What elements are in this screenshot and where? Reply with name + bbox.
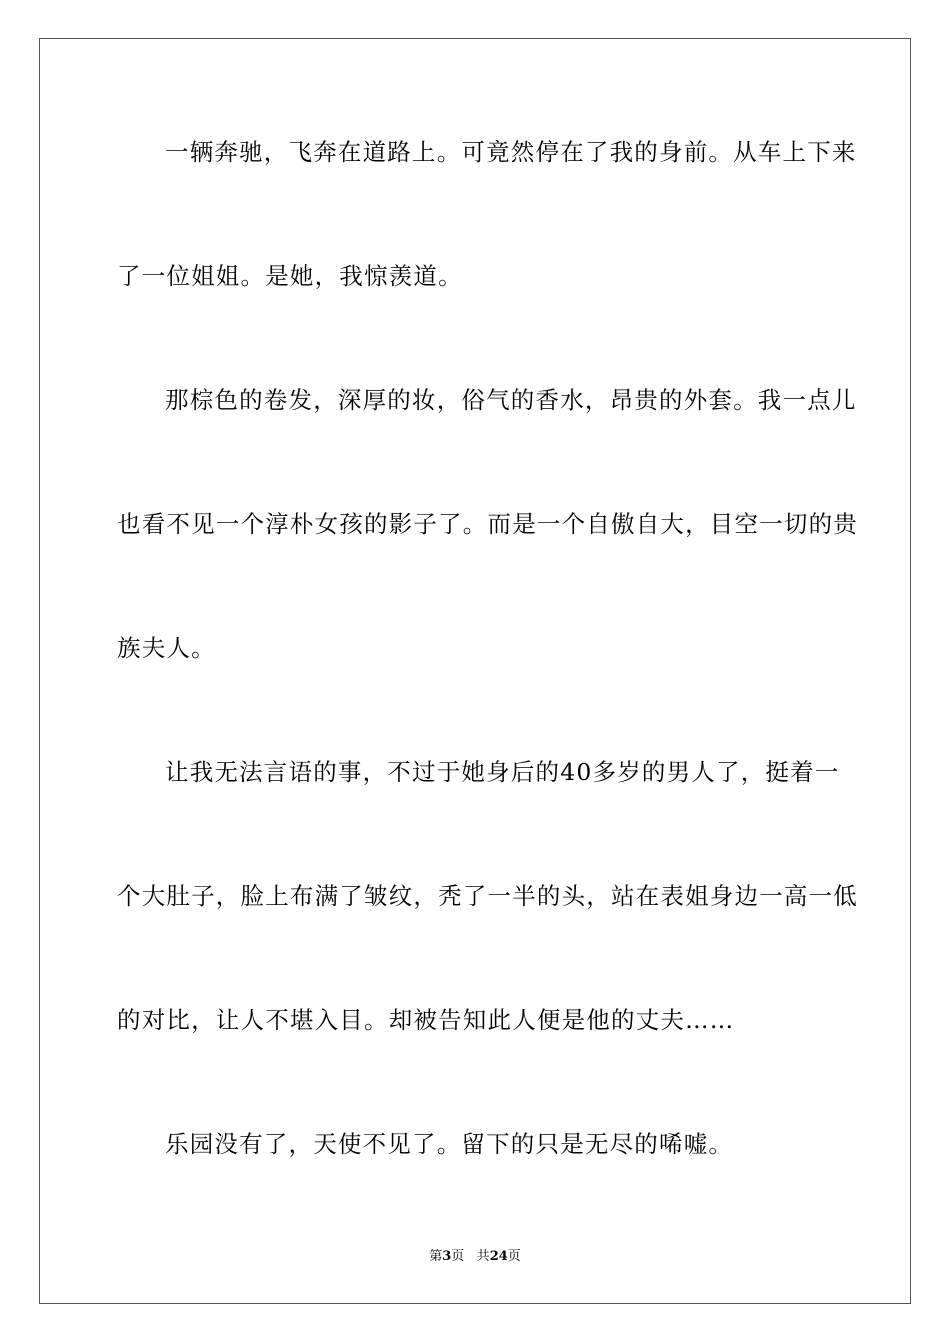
paragraph-2-line-1: 那棕色的卷发，深厚的妆，俗气的香水，昂贵的外套。我一点儿: [165, 386, 857, 414]
total-prefix: 共: [476, 1249, 490, 1264]
page-suffix: 页: [451, 1249, 465, 1264]
paragraph-1-line-1: 一辆奔驰，飞奔在道路上。可竟然停在了我的身前。从车上下来: [165, 138, 857, 166]
paragraph-1-line-2: 了一位姐姐。是她，我惊羡道。: [117, 262, 463, 290]
page-prefix: 第: [429, 1249, 443, 1264]
paragraph-2-line-3: 族夫人。: [117, 634, 216, 662]
total-suffix: 页: [507, 1249, 521, 1264]
page-number: 3: [442, 1249, 452, 1264]
paragraph-3-line-3: 的对比，让人不堪入目。却被告知此人便是他的丈夫……: [117, 1006, 735, 1034]
paragraph-2-line-2: 也看不见一个淳朴女孩的影子了。而是一个自傲自大，目空一切的贵: [117, 510, 858, 538]
paragraph-3-line-2: 个大肚子，脸上布满了皱纹，秃了一半的头，站在表姐身边一高一低: [117, 882, 858, 910]
paragraph-3-line-1: 让我无法言语的事，不过于她身后的40多岁的男人了，挺着一: [165, 758, 840, 786]
paragraph-4-line-1: 乐园没有了，天使不见了。留下的只是无尽的唏嘘。: [165, 1130, 734, 1158]
total-pages: 24: [489, 1249, 508, 1264]
page-border: [39, 38, 911, 1304]
page-footer: [0, 1248, 950, 1266]
